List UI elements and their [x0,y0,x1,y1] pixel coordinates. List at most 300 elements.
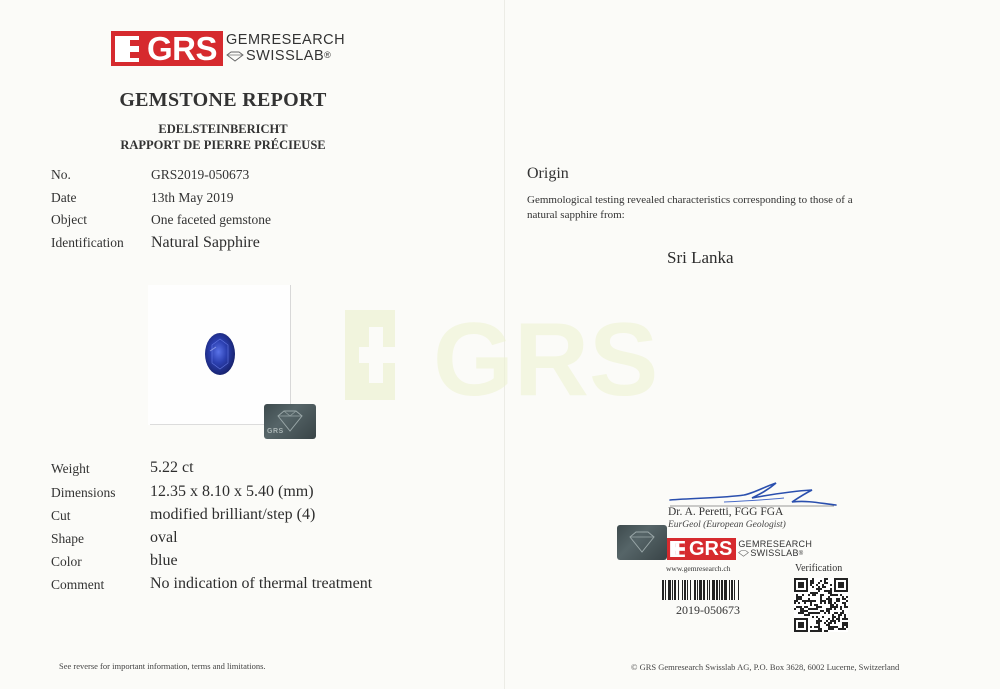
qr-module [816,592,818,594]
qr-module [830,584,832,586]
qr-module [826,598,828,600]
barcode-bar [729,580,730,600]
info-value-identification: Natural Sapphire [151,234,260,251]
detail-label-dimensions: Dimensions [51,485,116,500]
verification-label: Verification [795,563,843,574]
qr-module [800,612,802,614]
qr-module [838,582,844,588]
qr-module [846,596,848,598]
qr-module [814,592,816,594]
qr-module [794,608,796,610]
qr-module [828,598,830,600]
logo-gemresearch-text [226,33,345,63]
qr-module [806,610,808,612]
detail-value-dimensions: 12.35 x 8.10 x 5.40 (mm) [150,483,314,500]
qr-code-image [794,578,848,632]
qr-module [814,630,816,632]
barcode-bar [707,580,708,600]
qr-module [822,610,824,612]
swiss-cross-icon [115,36,143,62]
qr-module [802,610,804,612]
qr-module [824,630,826,632]
qr-module [820,606,822,608]
qr-module [836,606,838,608]
qr-module [808,608,810,610]
qr-module [844,598,846,600]
detail-value-comment: No indication of thermal treatment [150,575,373,592]
qr-module [842,622,844,624]
qr-module [826,610,828,612]
qr-module [824,586,826,588]
qr-module [818,590,820,592]
barcode-bar [712,580,715,600]
qr-module [812,592,814,594]
qr-module [816,626,818,628]
qr-module [826,624,828,626]
qr-module [834,612,836,614]
qr-module [798,612,800,614]
qr-module [840,594,842,596]
qr-module [818,612,820,614]
logo-line2: SWISSLAB [246,47,325,64]
qr-module [840,612,842,614]
footer-right-copyright: © GRS Gemresearch Swisslab AG, P.O. Box 3628, 6002 Lucerne, Switzerland [631,662,900,672]
qr-module [830,628,832,630]
qr-module [812,578,814,580]
qr-module [826,620,828,622]
detail-label-shape: Shape [51,531,84,546]
qr-module [838,616,840,618]
qr-module [844,624,846,626]
qr-module [840,608,842,610]
diamond-icon [226,51,244,62]
qr-module [824,600,826,602]
qr-module [830,590,832,592]
qr-module [798,582,804,588]
qr-module [826,590,828,592]
qr-module [820,596,822,598]
barcode-bar [662,580,664,600]
qr-module [828,592,830,594]
barcode-bar [709,580,710,600]
qr-module [810,600,812,602]
info-value-date: 13th May 2019 [151,190,234,205]
qr-module [842,610,844,612]
qr-module [804,610,806,612]
grs-logo-footer [667,538,812,560]
qr-module [820,598,822,600]
qr-module [844,616,846,618]
qr-module [834,616,836,618]
qr-module [822,594,824,596]
qr-module [830,602,832,604]
footer-logo-line1: GEMRESEARCH [738,538,813,549]
qr-module [822,584,824,586]
barcode-bar [697,580,698,600]
qr-module [838,614,840,616]
footer-logo-registered: ® [798,550,804,557]
qr-module [820,580,822,582]
qr-module [818,586,820,588]
barcode-bar [719,580,720,600]
qr-module [818,628,820,630]
barcode-bar [674,580,676,600]
qr-module [836,612,838,614]
qr-module [802,600,804,602]
qr-module [802,612,804,614]
qr-module [816,604,818,606]
qr-module [804,602,806,604]
security-seal-footer [617,525,667,560]
qr-module [824,582,826,584]
qr-module [820,588,822,590]
report-title: GEMSTONE REPORT [119,89,327,111]
report-subtitle-de: EDELSTEINBERICHT [158,122,288,136]
qr-module [844,602,846,604]
qr-module [808,594,810,596]
detail-value-cut: modified brilliant/step (4) [150,506,316,523]
qr-module [832,594,834,596]
qr-module [814,604,816,606]
qr-module [824,578,826,580]
qr-module [836,618,838,620]
qr-module [812,580,814,582]
qr-module [818,582,820,584]
qr-module [802,594,804,596]
qr-module [798,622,804,628]
qr-module [838,628,840,630]
qr-module [808,600,810,602]
barcode-bar [731,580,733,600]
qr-module [834,620,836,622]
qr-module [798,606,800,608]
barcode-image [662,580,772,600]
qr-module [820,628,822,630]
footer-website: www.gemresearch.ch [666,564,731,573]
qr-module [834,594,836,596]
qr-module [810,604,812,606]
qr-module [808,612,810,614]
qr-module [810,582,812,584]
qr-module [818,618,820,620]
qr-module [810,602,812,604]
qr-module [796,606,798,608]
barcode-bar [682,580,683,600]
qr-module [818,624,820,626]
barcode-bar [716,580,718,600]
qr-module [846,606,848,608]
qr-module [806,614,808,616]
qr-module [800,596,802,598]
qr-module [808,598,810,600]
qr-module [818,622,820,624]
qr-module [834,602,836,604]
qr-module [844,614,846,616]
qr-module [812,616,814,618]
qr-module [808,614,810,616]
qr-module [818,630,820,632]
qr-module [830,592,832,594]
qr-module [804,614,806,616]
qr-module [824,590,826,592]
qr-module [838,620,840,622]
qr-module [818,626,820,628]
qr-module [814,612,816,614]
qr-module [832,618,834,620]
qr-module [822,600,824,602]
qr-module [830,620,832,622]
qr-module [842,602,844,604]
security-seal [264,404,316,439]
origin-country: Sri Lanka [667,248,734,267]
info-label-identification: Identification [51,235,124,250]
qr-module [794,600,796,602]
qr-module [802,608,804,610]
barcode-bar [724,580,727,600]
qr-module [816,630,818,632]
qr-module [800,610,802,612]
qr-module [824,622,826,624]
qr-module [824,580,826,582]
qr-module [824,602,826,604]
qr-module [818,620,820,622]
qr-module [798,598,800,600]
qr-module [820,620,822,622]
qr-module [818,588,820,590]
qr-module [842,626,844,628]
qr-module [796,600,798,602]
qr-module [806,600,808,602]
barcode-bar [703,580,705,600]
footer-diamond-icon [738,550,749,557]
qr-module [846,600,848,602]
qr-module [842,596,844,598]
qr-module [816,616,818,618]
qr-module [830,622,832,624]
footer-logo-line2: SWISSLAB [750,548,799,558]
qr-module [836,594,838,596]
signatory-title: EurGeol (European Geologist) [668,520,786,530]
signature-image [664,478,840,508]
qr-module [840,614,842,616]
qr-module [806,606,808,608]
info-label-object: Object [51,212,87,227]
qr-module [832,614,834,616]
qr-module [810,608,812,610]
qr-module [798,602,800,604]
qr-module [822,616,824,618]
qr-module [828,624,830,626]
qr-module [812,630,814,632]
grs-logo-footer-red-block [667,538,736,560]
barcode-bar [738,580,739,600]
qr-module [810,626,812,628]
qr-module [836,604,838,606]
qr-module [840,628,842,630]
qr-module [838,618,840,620]
barcode-bar [687,580,688,600]
qr-module [820,594,822,596]
qr-module [810,630,812,632]
qr-module [816,606,818,608]
seal-text: GRS [267,428,284,435]
qr-module [838,598,840,600]
qr-module [820,630,822,632]
barcode-bar [699,580,702,600]
qr-module [798,596,800,598]
qr-module [816,608,818,610]
qr-module [836,598,838,600]
qr-module [810,584,812,586]
qr-module [830,588,832,590]
barcode-bar [694,580,696,600]
qr-module [814,600,816,602]
qr-module [842,618,844,620]
qr-module [844,622,846,624]
qr-module [830,626,832,628]
origin-description: Gemmological testing revealed characteristics corresponding to those of a natural sapphire from: [527,194,853,222]
qr-module [844,618,846,620]
qr-module [828,608,830,610]
qr-module [830,608,832,610]
qr-module [846,624,848,626]
qr-module [810,612,812,614]
qr-module [812,594,814,596]
qr-module [846,618,848,620]
qr-module [830,604,832,606]
swiss-cross-footer-icon [669,541,686,557]
info-label-date: Date [51,190,77,205]
origin-heading: Origin [527,165,569,182]
qr-module [812,586,814,588]
qr-module [834,622,836,624]
qr-module [820,602,822,604]
qr-module [842,612,844,614]
footer-logo-brand: GRS [689,537,733,560]
qr-module [842,598,844,600]
qr-module [812,600,814,602]
qr-module [820,610,822,612]
qr-module [796,598,798,600]
qr-module [810,592,812,594]
qr-module [830,594,832,596]
logo-line1: GEMRESEARCH [226,32,346,49]
qr-module [830,606,832,608]
barcode-bar [668,580,671,600]
qr-module [828,602,830,604]
qr-module [844,604,846,606]
qr-module [810,580,812,582]
barcode-bar [665,580,666,600]
qr-module [828,618,830,620]
qr-module [828,612,830,614]
detail-value-shape: oval [150,529,178,546]
watermark-text: GRS [433,305,659,405]
qr-module [826,608,828,610]
qr-module [832,626,834,628]
qr-module [832,606,834,608]
seal-footer-diamond-icon [617,525,667,560]
qr-module [816,620,818,622]
logo-brand-text: GRS [147,29,218,67]
qr-module [800,598,802,600]
qr-module [796,596,798,598]
barcode-bar [672,580,673,600]
qr-module [832,616,834,618]
detail-label-weight: Weight [51,461,90,476]
qr-module [814,594,816,596]
qr-module [816,622,818,624]
qr-module [822,586,824,588]
qr-module [844,628,846,630]
qr-module [828,622,830,624]
qr-module [830,600,832,602]
qr-module [846,622,848,624]
qr-module [828,590,830,592]
barcode-bar [734,580,735,600]
qr-module [818,606,820,608]
detail-value-weight: 5.22 ct [150,459,194,476]
info-value-object: One faceted gemstone [151,212,271,227]
grs-watermark [345,305,665,405]
qr-module [816,584,818,586]
qr-module [812,612,814,614]
qr-module [846,626,848,628]
qr-module [840,606,842,608]
detail-label-cut: Cut [51,508,71,523]
qr-module [814,626,816,628]
qr-module [836,626,838,628]
qr-module [834,608,836,610]
barcode-bar [690,580,691,600]
info-label-no: No. [51,167,71,182]
qr-module [826,582,828,584]
qr-module [834,606,836,608]
grs-logo [111,31,345,66]
qr-module [830,598,832,600]
qr-module [828,596,830,598]
qr-module [844,606,846,608]
qr-module [828,626,830,628]
qr-module [800,606,802,608]
qr-module [812,582,814,584]
signatory-name: Dr. A. Peretti, FGG FGA [668,506,784,518]
qr-module [820,600,822,602]
detail-value-color: blue [150,552,178,569]
barcode-bar [721,580,723,600]
detail-label-comment: Comment [51,577,105,592]
barcode-bar [678,580,679,600]
detail-label-color: Color [51,554,82,569]
qr-module [796,594,798,596]
report-subtitle-fr: RAPPORT DE PIERRE PRÉCIEUSE [120,138,326,152]
qr-module [794,602,796,604]
grs-logo-red-block [111,31,223,66]
qr-module [828,628,830,630]
footer-left-note: See reverse for important information, terms and limitations. [59,661,266,671]
qr-module [836,600,838,602]
qr-module [828,600,830,602]
barcode-bar [684,580,686,600]
qr-module [826,578,828,580]
logo-registered: ® [324,50,332,61]
qr-module [834,626,836,628]
qr-module [804,606,806,608]
qr-module [824,612,826,614]
info-value-no: GRS2019-050673 [151,167,250,182]
qr-module [832,604,834,606]
qr-module [812,608,814,610]
